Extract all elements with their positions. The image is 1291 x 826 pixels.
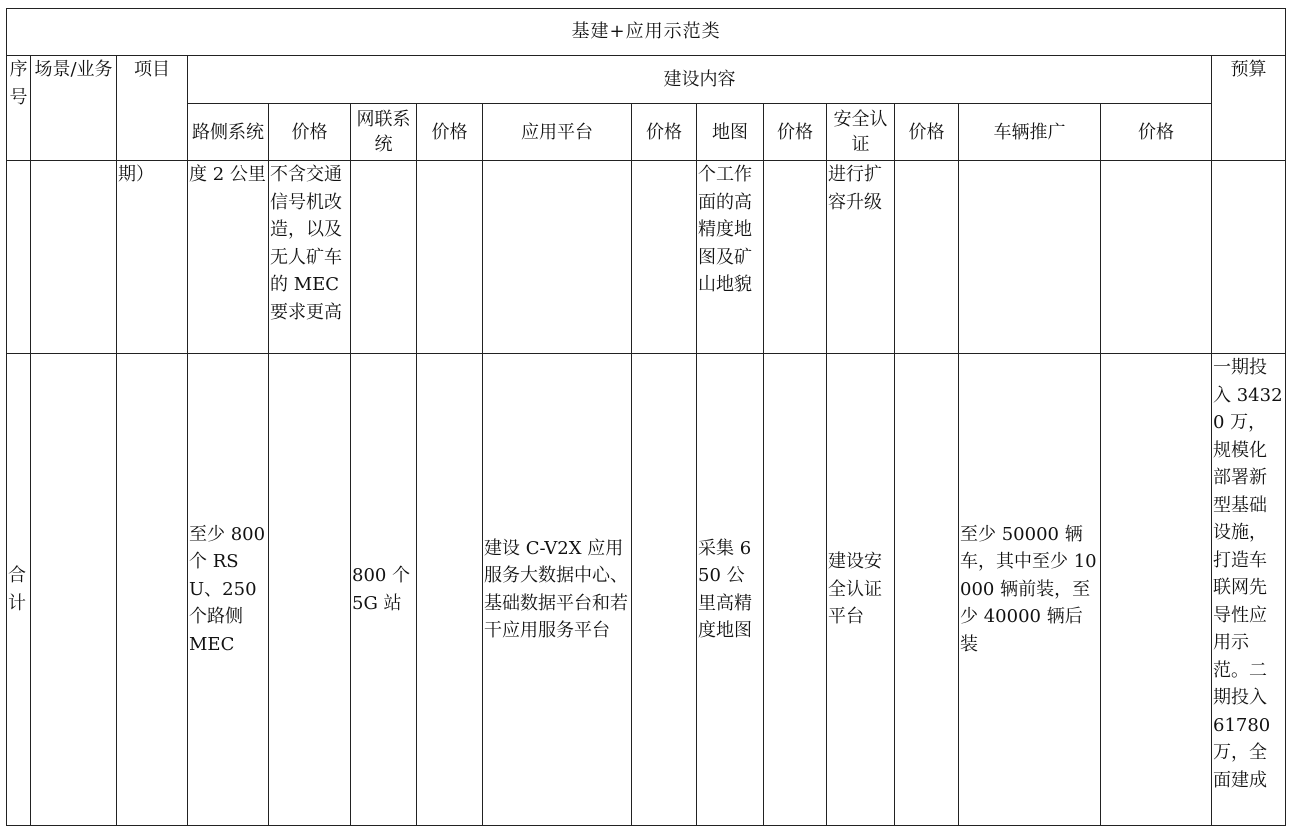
cell-roadside-price: [269, 354, 351, 826]
cell-security-price: [895, 161, 959, 354]
header-construction: 建设内容: [188, 56, 1212, 104]
cell-vehicle: [959, 161, 1101, 354]
header-app-platform: 应用平台: [483, 104, 632, 161]
header-security-price: 价格: [895, 104, 959, 161]
cell-security: 进行扩容升级: [827, 161, 895, 354]
cell-budget: [1212, 161, 1286, 354]
cell-network: [351, 161, 417, 354]
cell-network-price: [417, 354, 483, 826]
cell-budget: 一期投入 34320 万，规模化部署新型基础设施，打造车联网先导性应用示范。二期投入 61780 万，全面建成: [1212, 354, 1286, 826]
cell-map-price: [764, 161, 827, 354]
cell-scene: [31, 161, 117, 354]
cell-seq: [7, 161, 31, 354]
cell-map: 个工作面的高精度地图及矿山地貌: [697, 161, 764, 354]
cell-vehicle-price: [1101, 354, 1212, 826]
cell-security: 建设安全认证平台: [827, 354, 895, 826]
table-row-total: [7, 354, 1286, 826]
construction-table: [6, 8, 1286, 826]
cell-roadside: 度 2 公里: [188, 161, 269, 354]
cell-project: [117, 354, 188, 826]
cell-seq: 合计: [7, 354, 31, 826]
cell-project: 期）: [117, 161, 188, 354]
header-project: 项目: [117, 56, 188, 161]
cell-roadside-price: 不含交通信号机改造，以及无人矿车的 MEC 要求更高: [269, 161, 351, 354]
cell-map: 采集 650 公里高精度地图: [697, 354, 764, 826]
title-row: [7, 9, 1286, 56]
cell-network-price: [417, 161, 483, 354]
header-roadside-price: 价格: [269, 104, 351, 161]
header-seq: 序号: [7, 56, 31, 161]
header-vehicle: 车辆推广: [959, 104, 1101, 161]
header-budget: 预算: [1212, 56, 1286, 161]
cell-roadside: 至少 800 个 RSU、250 个路侧 MEC: [188, 354, 269, 826]
cell-app-price: [632, 354, 697, 826]
cell-app-platform: 建设 C-V2X 应用服务大数据中心、基础数据平台和若干应用服务平台: [483, 354, 632, 826]
header-row-1: [7, 56, 1286, 104]
header-scene: 场景/业务: [31, 56, 117, 161]
header-network: 网联系统: [351, 104, 417, 161]
cell-vehicle: 至少 50000 辆车，其中至少 10000 辆前装，至少 40000 辆后装: [959, 354, 1101, 826]
cell-app-price: [632, 161, 697, 354]
header-app-price: 价格: [632, 104, 697, 161]
cell-map-price: [764, 354, 827, 826]
header-security: 安全认证: [827, 104, 895, 161]
header-map-price: 价格: [764, 104, 827, 161]
cell-app-platform: [483, 161, 632, 354]
table-title: 基建+应用示范类: [7, 9, 1286, 56]
header-map: 地图: [697, 104, 764, 161]
cell-vehicle-price: [1101, 161, 1212, 354]
header-network-price: 价格: [417, 104, 483, 161]
cell-scene: [31, 354, 117, 826]
table-row: [7, 161, 1286, 354]
cell-network: 800 个 5G 站: [351, 354, 417, 826]
cell-security-price: [895, 354, 959, 826]
header-row-2: [7, 104, 1286, 161]
header-vehicle-price: 价格: [1101, 104, 1212, 161]
header-roadside: 路侧系统: [188, 104, 269, 161]
